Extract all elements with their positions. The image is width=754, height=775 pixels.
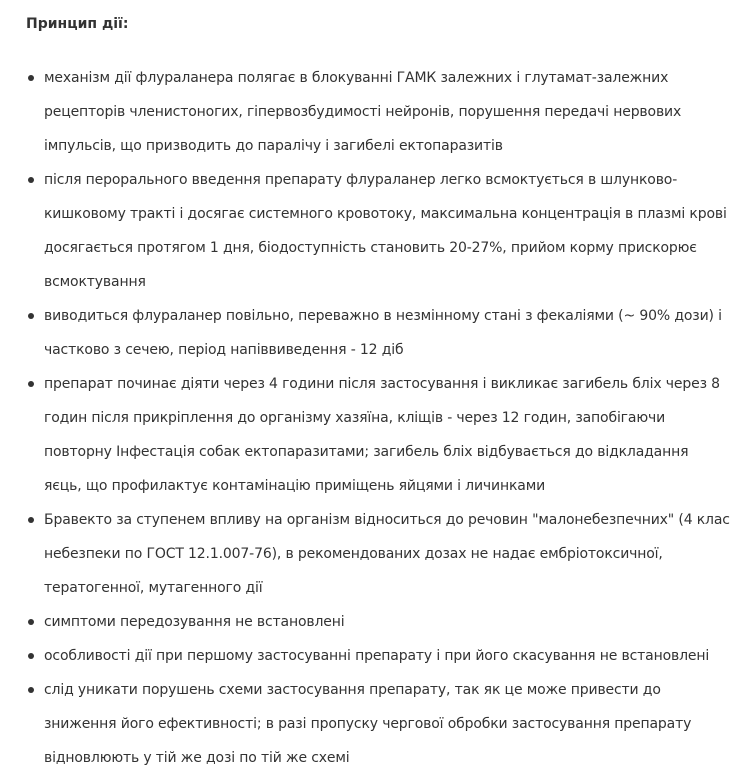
list-item (26, 639, 730, 673)
list-item-text: симптоми передозування не встановлені (44, 614, 345, 630)
list-item-text: Бравекто за ступенем впливу на організм відноситься до речовин "малонебезпечних" (4 клас небезпеки по ГОСТ 12.1.007-76), в рекомендованих дозах не надає ембріотоксичної, тератогенної, мутагенного дії (44, 512, 730, 596)
bullet-icon (28, 619, 34, 625)
section-title: Принцип дії: (26, 16, 129, 32)
principle-list (26, 61, 730, 775)
bullet-icon (28, 313, 34, 319)
list-item (26, 299, 730, 367)
list-item-text: препарат починає діяти через 4 години після застосування і викликає загибель бліх через 8 годин після прикріплення до організму хазяїна, кліщів - через 12 годин, запобігаючи повторну Інфестація собак ектопаразитами; загибель бліх відбувається до відкладання яєць, що профилактує контамінацію приміщень яйцями і личинками (44, 376, 720, 494)
bullet-icon (28, 177, 34, 183)
list-item-text: особливості дії при першому застосуванні препарату і при його скасування не встановлені (44, 648, 710, 664)
list-item-text: виводиться флураланер повільно, переважно в незмінному стані з фекаліями (~ 90% дози) і частково з сечею, період напіввиведення - 12 діб (44, 308, 722, 358)
list-item-text: механізм дії флураланера полягає в блокуванні ГАМК залежних і глутамат-залежних рецепторів членистоногих, гіпервозбудимості нейронів, порушення передачі нервових імпульсів, що призводить до паралічу і загибелі ектопаразитів (44, 70, 682, 154)
bullet-icon (28, 381, 34, 387)
list-item-text: слід уникати порушень схеми застосування препарату, так як це може привести до зниження його ефективності; в разі пропуску чергової обробки застосування препарату відновлюють у тій же дозі по тій же схемі (44, 682, 692, 766)
list-item (26, 503, 730, 605)
list-item (26, 61, 730, 163)
bullet-icon (28, 517, 34, 523)
bullet-icon (28, 653, 34, 659)
list-item (26, 605, 730, 639)
list-item (26, 673, 730, 775)
bullet-icon (28, 75, 34, 81)
list-item (26, 163, 730, 299)
list-item-text: після перорального введення препарату флураланер легко всмоктується в шлунково-кишковому тракті і досягає системного кровотоку, максимальна концентрація в плазмі крові досягається протягом 1 дня, біодоступність становить 20-27%, прийом корму прискорює всмоктування (44, 172, 727, 290)
list-item (26, 367, 730, 503)
bullet-icon (28, 687, 34, 693)
